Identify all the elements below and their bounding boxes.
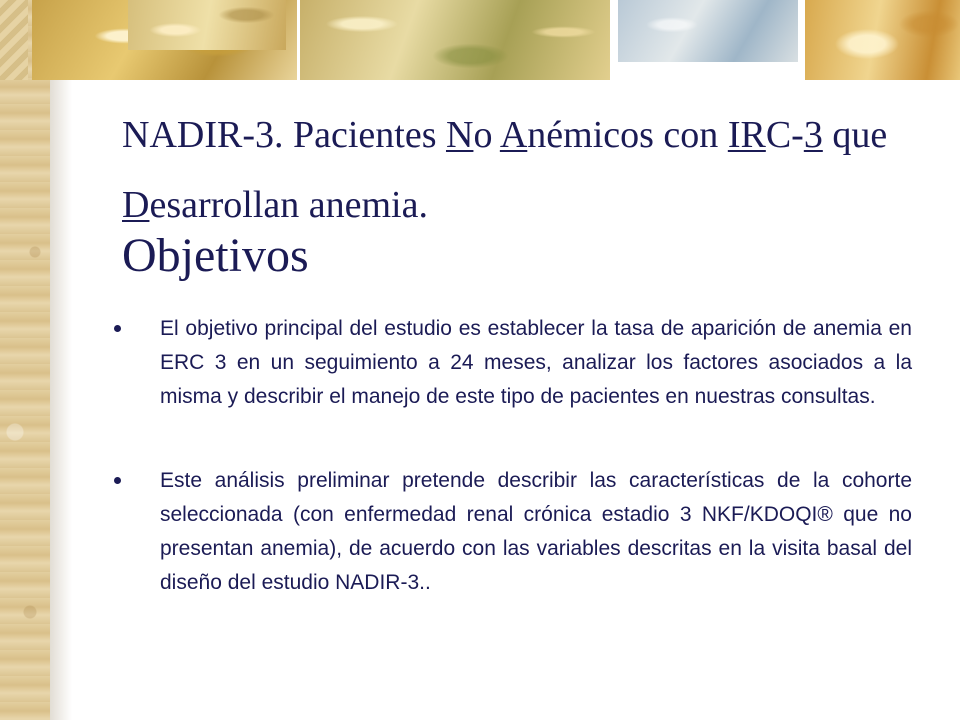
title-part: o (473, 114, 500, 156)
banner-tile (300, 0, 610, 80)
title-part: némicos con (527, 114, 728, 156)
decorative-photo-banner (0, 0, 960, 80)
slide-title (122, 100, 942, 240)
banner-tile (618, 0, 798, 62)
banner-tile (128, 0, 286, 50)
decorative-left-strip (0, 0, 50, 720)
title-part: esarrollan anemia. (149, 184, 428, 226)
title-part: NADIR-3. Pacientes (122, 114, 446, 156)
left-strip-shadow (50, 0, 72, 720)
title-underlined-part: N (445, 114, 474, 156)
banner-tile (0, 0, 28, 80)
bullet-dot-icon (114, 325, 121, 332)
title-underlined-part: D (122, 184, 150, 226)
title-part: C- (765, 114, 804, 156)
bullet-item (110, 464, 912, 600)
section-heading: Objetivos (122, 229, 309, 282)
title-underlined-part: 3 (803, 114, 823, 156)
title-underlined-part: IR (727, 114, 766, 156)
bullet-dot-icon (114, 477, 121, 484)
banner-tile (805, 0, 960, 80)
title-underlined-part: A (499, 114, 528, 156)
title-part: que (822, 114, 888, 156)
bullet-text: Este análisis preliminar pretende describir las características de la cohorte seleccionada (con enfermedad renal crónica estadio 3 NKF/KDOQI® que no presentan anemia), de acuerdo con las variables descritas en la visita basal del diseño del estudio NADIR-3.. (160, 469, 912, 594)
bullet-text: El objetivo principal del estudio es establecer la tasa de aparición de anemia en ERC 3 en un seguimiento a 24 meses, analizar los factores asociados a la misma y describir el manejo de este tipo de pacientes en nuestras consultas. (160, 317, 912, 408)
bullet-list (110, 312, 912, 650)
bullet-item (110, 312, 912, 414)
